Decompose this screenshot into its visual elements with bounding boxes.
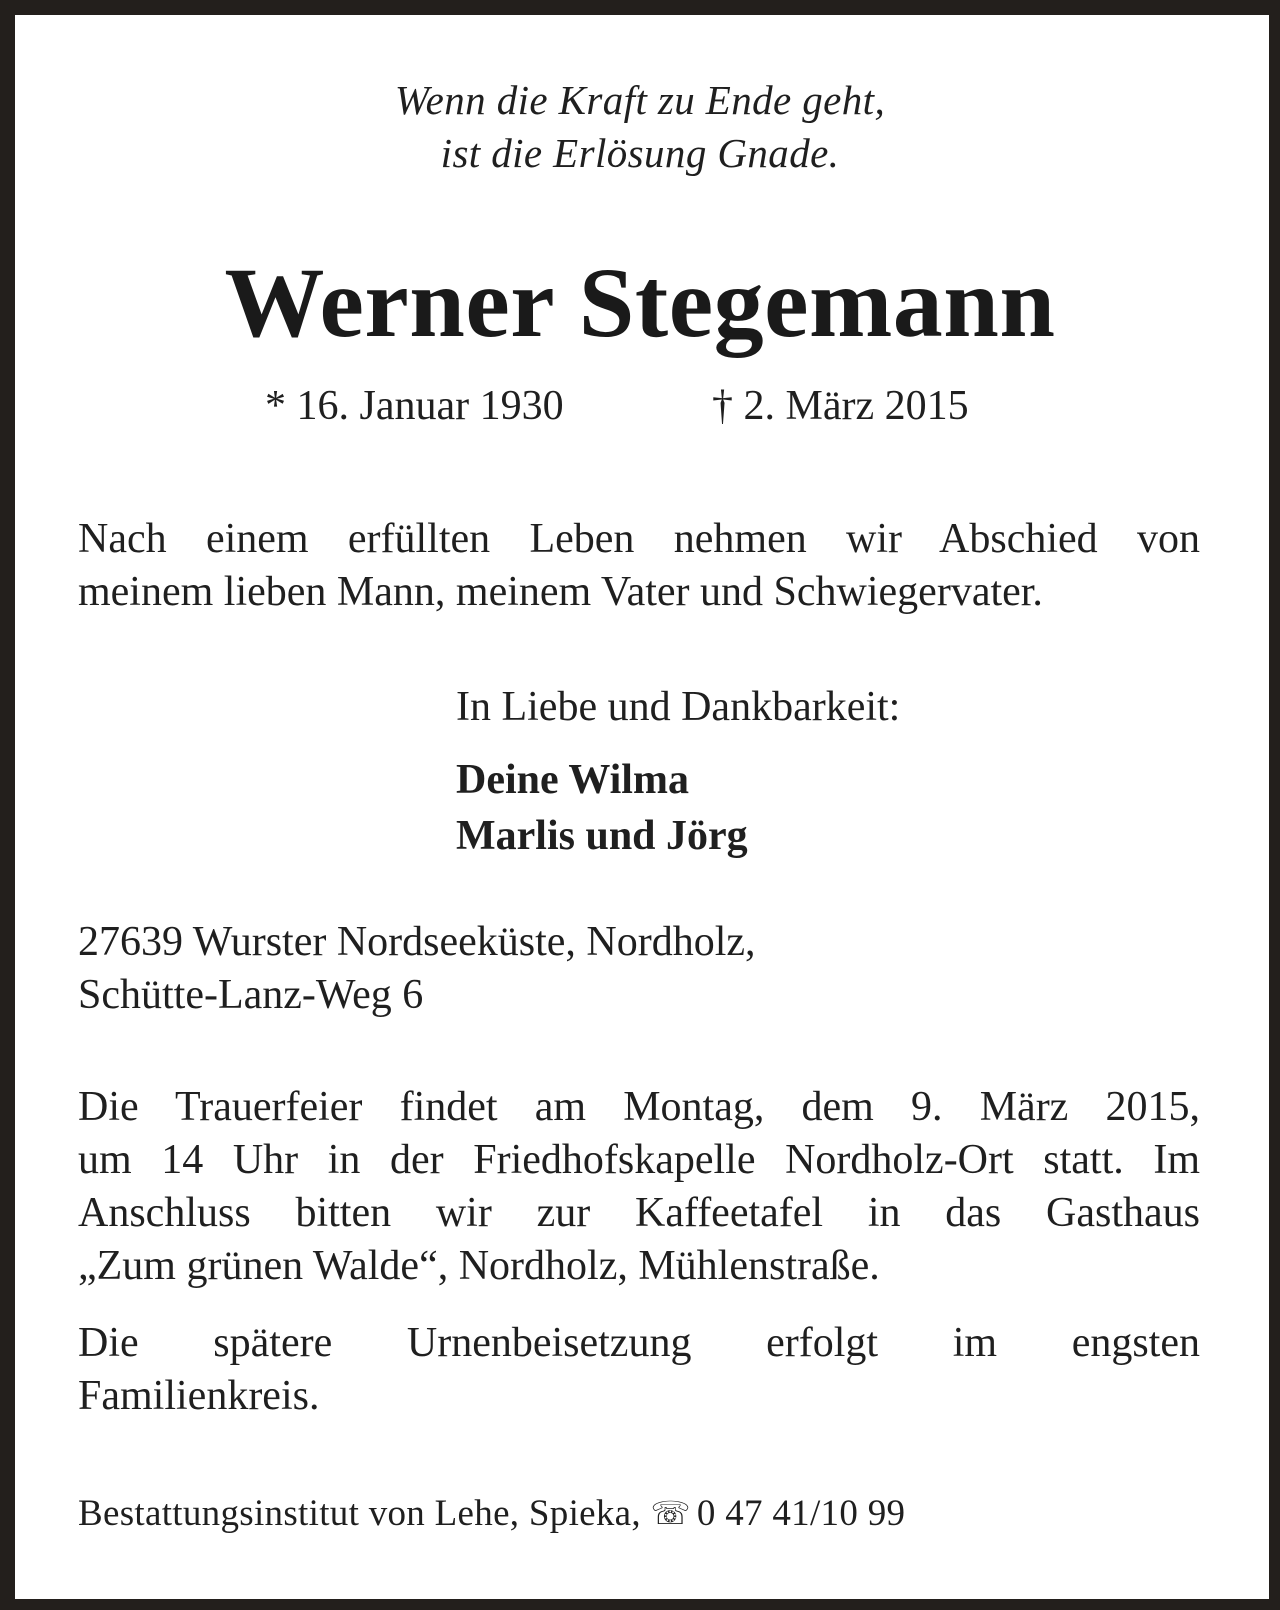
announcement-line-1: Nach einem erfüllten Leben nehmen wir Abschied von <box>78 516 1200 562</box>
announcement-line-2: meinem lieben Mann, meinem Vater und Schwiegervater. <box>78 569 1043 615</box>
signer-2: Marlis und Jörg <box>456 813 748 859</box>
phone-number: 0 47 41/10 99 <box>696 1493 906 1534</box>
closing-phrase: In Liebe und Dankbarkeit: <box>456 684 901 730</box>
announcement-text <box>78 513 1200 619</box>
undertaker-name: Bestattungsinstitut von Lehe, Spieka, <box>78 1493 641 1534</box>
funeral-line-1: Die Trauerfeier findet am Montag, dem 9. März 2015, <box>78 1084 1200 1130</box>
signer-1: Deine Wilma <box>456 757 689 803</box>
funeral-line-3: Anschluss bitten wir zur Kaffeetafel in das Gasthaus <box>78 1190 1200 1236</box>
motto-line-2: ist die Erlösung Gnade. <box>440 130 840 176</box>
signers <box>456 752 748 864</box>
address-line-1: 27639 Wurster Nordseeküste, Nordholz, <box>78 919 756 965</box>
funeral-details <box>78 1081 1200 1293</box>
motto <box>0 74 1280 180</box>
funeral-line-4: „Zum grünen Walde“, Nordholz, Mühlenstraße. <box>78 1243 880 1289</box>
undertaker-footer <box>78 1491 905 1536</box>
funeral-line-2: um 14 Uhr in der Friedhofskapelle Nordholz-Ort statt. Im <box>78 1137 1200 1183</box>
motto-line-1: Wenn die Kraft zu Ende geht, <box>394 77 886 123</box>
burial-line-1: Die spätere Urnenbeisetzung erfolgt im engsten <box>78 1320 1200 1366</box>
address-line-2: Schütte-Lanz-Weg 6 <box>78 972 424 1018</box>
death-date: † 2. März 2015 <box>712 383 969 429</box>
address <box>78 916 1200 1022</box>
telephone-icon: ☏ <box>650 1494 691 1532</box>
deceased-name: Werner Stegemann <box>224 247 1056 358</box>
burial-line-2: Familienkreis. <box>78 1373 320 1419</box>
birth-date: * 16. Januar 1930 <box>265 383 564 429</box>
burial-details <box>78 1317 1200 1423</box>
